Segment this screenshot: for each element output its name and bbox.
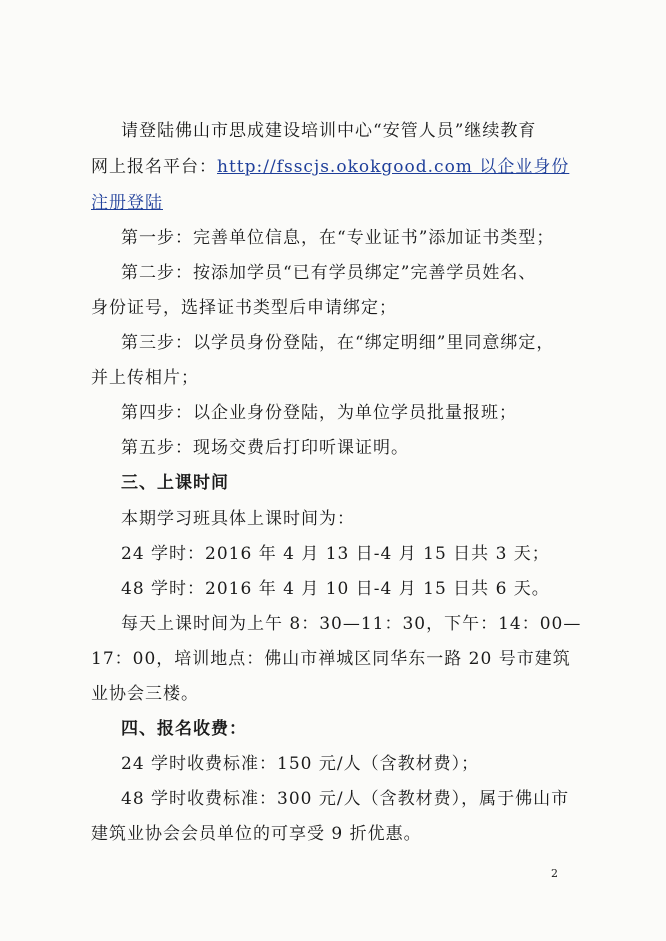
schedule-48h: 48 学时：2016 年 4 月 10 日-4 月 15 日共 6 天。: [121, 579, 550, 599]
registration-prefix: 网上报名平台：: [91, 157, 217, 177]
registration-line: [91, 156, 591, 178]
page-number: 2: [551, 867, 558, 880]
step-3-cont: 并上传相片；: [91, 368, 199, 388]
fee-48h: 48 学时收费标准：300 元/人（含教材费），属于佛山市: [121, 789, 570, 809]
step-5: 第五步：现场交费后打印听课证明。: [121, 438, 409, 458]
fee-48h-cont: 建筑业协会会员单位的可享受 9 折优惠。: [91, 824, 422, 844]
registration-link-cont[interactable]: 注册登陆: [91, 193, 163, 213]
location-cont: 业协会三楼。: [91, 684, 199, 704]
step-3: 第三步：以学员身份登陆，在“绑定明细”里同意绑定，: [121, 333, 555, 353]
daily-time: 每天上课时间为上午 8：30—11：30，下午：14：00—: [121, 614, 582, 634]
registration-line-cont: [91, 192, 591, 214]
step-2: 第二步：按添加学员“已有学员绑定”完善学员姓名、: [121, 263, 537, 283]
step-1: 第一步：完善单位信息，在“专业证书”添加证书类型；: [121, 228, 555, 248]
schedule-24h: 24 学时：2016 年 4 月 13 日-4 月 15 日共 3 天；: [121, 544, 550, 564]
section-heading-fees: 四、报名收费：: [121, 719, 247, 739]
paragraph-line: 本期学习班具体上课时间为：: [121, 509, 355, 529]
fee-24h: 24 学时收费标准：150 元/人（含教材费）；: [121, 754, 480, 774]
registration-link[interactable]: http://fsscjs.okokgood.com 以企业身份: [217, 157, 570, 177]
step-2-cont: 身份证号，选择证书类型后申请绑定；: [91, 298, 397, 318]
section-heading-schedule: 三、上课时间: [121, 473, 229, 493]
paragraph-line: 请登陆佛山市思成建设培训中心“安管人员”继续教育: [121, 121, 537, 141]
step-4: 第四步：以企业身份登陆，为单位学员批量报班；: [121, 403, 517, 423]
daily-time-cont: 17：00，培训地点：佛山市禅城区同华东一路 20 号市建筑: [91, 649, 571, 669]
